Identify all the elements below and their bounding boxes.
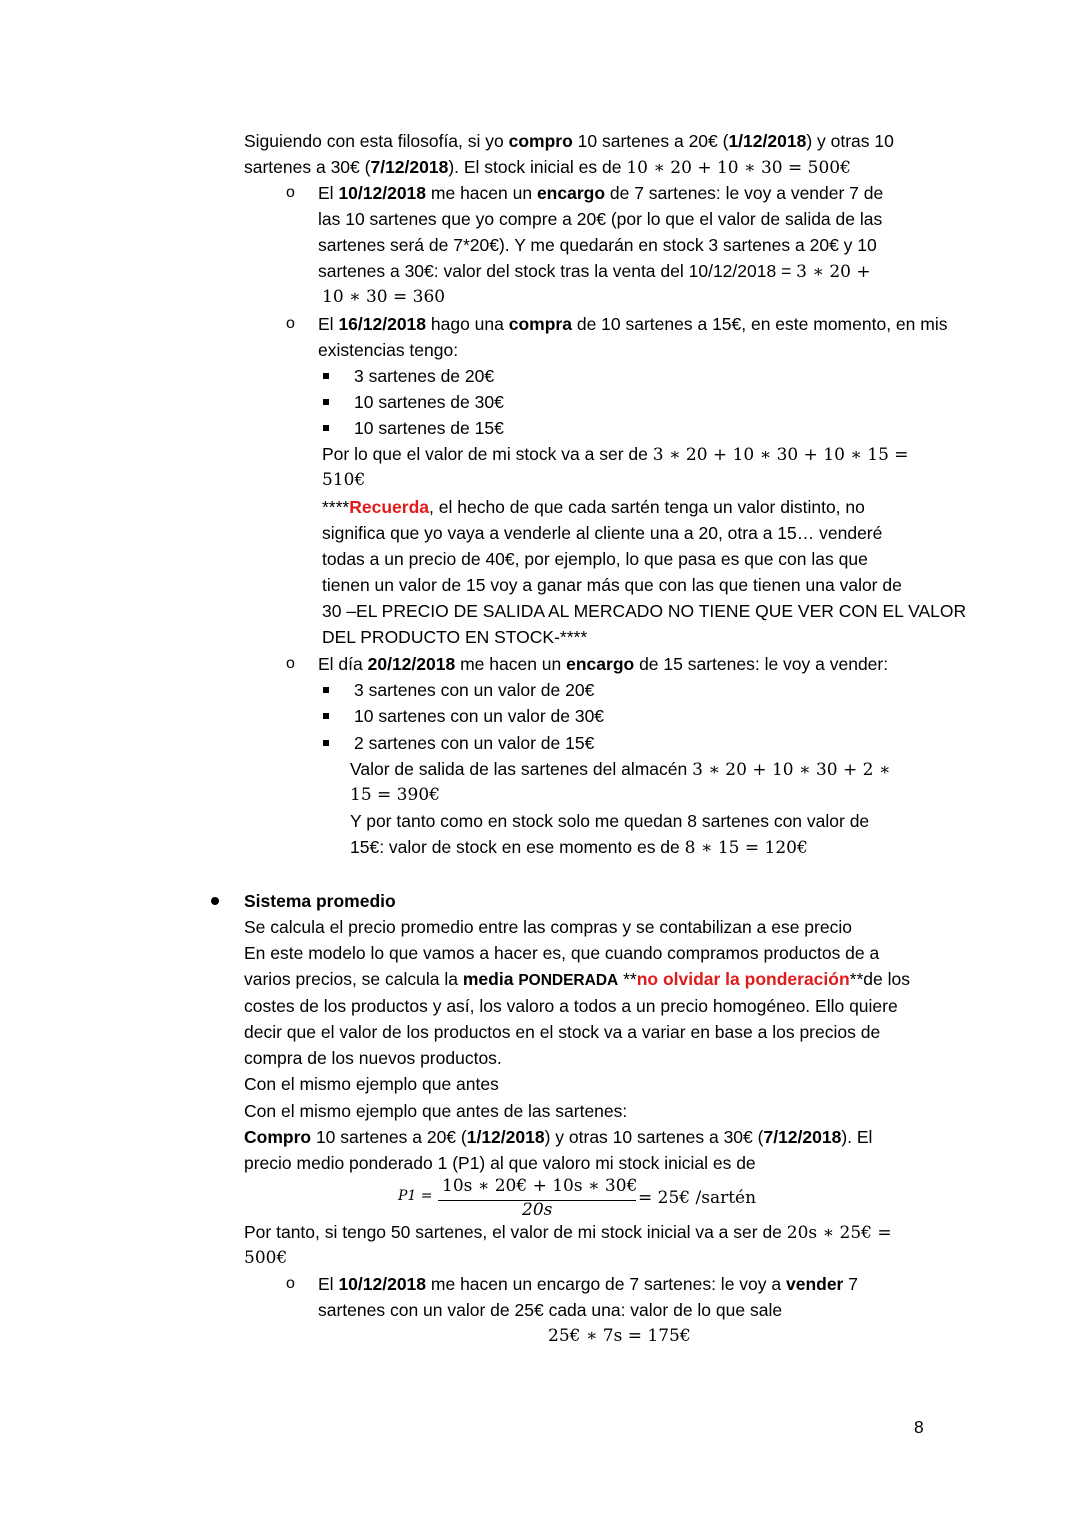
formula-lhs: P1 =: [398, 1188, 433, 1204]
p2-line-5: ****Recuerda, el hecho de que cada sartén tenga un valor distinto, no: [322, 497, 865, 517]
p3-line-4: Y por tanto como en stock solo me quedan 8 sartenes con valor de: [350, 811, 870, 831]
circle-bullet-icon: o: [286, 655, 295, 672]
square-bullet-icon: [323, 687, 329, 693]
p2-line-9: 30 –EL PRECIO DE SALIDA AL MERCADO NO TIENE QUE VER CON EL VALOR: [322, 601, 967, 621]
p1-line-5: 10 ∗ 30 = 360: [322, 287, 446, 307]
square-bullet-icon: [323, 713, 329, 719]
promedio-sub-line-1: El 10/12/2018 me hacen un encargo de 7 sartenes: le voy a vender 7: [318, 1274, 858, 1294]
p2-item: 3 sartenes de 20€: [354, 366, 495, 386]
promedio-line-9: Compro 10 sartenes a 20€ (1/12/2018) y otras 10 sartenes a 30€ (7/12/2018). El: [244, 1127, 873, 1147]
promedio-line-5: decir que el valor de los productos en el stock va a variar en base a los precios de: [244, 1022, 881, 1042]
square-bullet-icon: [323, 399, 329, 405]
promedio-line-10: precio medio ponderado 1 (P1) al que valoro mi stock inicial es de: [244, 1153, 756, 1173]
square-bullet-icon: [323, 425, 329, 431]
p3-line-2: Valor de salida de las sartenes del almacén 3 ∗ 20 + 10 ∗ 30 + 2 ∗: [350, 759, 891, 780]
p2-line-10: DEL PRODUCTO EN STOCK-****: [322, 627, 588, 647]
promedio-line-3: varios precios, se calcula la media PONDERADA **no olvidar la ponderación**de los: [244, 969, 910, 989]
promedio-line-7: Con el mismo ejemplo que antes: [244, 1074, 499, 1094]
circle-bullet-icon: o: [286, 1275, 295, 1292]
p2-line-6: significa que yo vaya a venderle al cliente una a 20, otra a 15… venderé: [322, 523, 883, 543]
p2-item: 10 sartenes de 30€: [354, 392, 504, 412]
intro-line-2: sartenes a 30€ (7/12/2018). El stock inicial es de 10 ∗ 20 + 10 ∗ 30 = 500€: [244, 157, 851, 178]
p2-line-2: existencias tengo:: [318, 340, 459, 360]
square-bullet-icon: [323, 373, 329, 379]
formula-numerator: 10s ∗ 20€ + 10s ∗ 30€: [442, 1176, 638, 1196]
p2-item: 10 sartenes de 15€: [354, 418, 504, 438]
promedio-sub-formula: 25€ ∗ 7s = 175€: [548, 1326, 691, 1346]
promedio-sub-line-2: sartenes con un valor de 25€ cada una: valor de lo que sale: [318, 1300, 783, 1320]
circle-bullet-icon: o: [286, 184, 295, 201]
p2-line-3: Por lo que el valor de mi stock va a ser de 3 ∗ 20 + 10 ∗ 30 + 10 ∗ 15 =: [322, 444, 909, 465]
promedio-line-11: Por tanto, si tengo 50 sartenes, el valor de mi stock inicial va a ser de 20s ∗ 25€ =: [244, 1222, 892, 1243]
p2-line-1: El 16/12/2018 hago una compra de 10 sartenes a 15€, en este momento, en mis: [318, 314, 948, 334]
math-initial-stock: 10 ∗ 20 + 10 ∗ 30 = 500€: [626, 158, 851, 178]
p3-item: 3 sartenes con un valor de 20€: [354, 680, 595, 700]
circle-bullet-icon: o: [286, 315, 295, 332]
weighted-average-formula: [398, 1176, 798, 1224]
p3-item: 10 sartenes con un valor de 30€: [354, 706, 605, 726]
p1-line-1: El 10/12/2018 me hacen un encargo de 7 sartenes: le voy a vender 7 de: [318, 183, 884, 203]
p3-item: 2 sartenes con un valor de 15€: [354, 733, 595, 753]
p2-line-8: tienen un valor de 15 voy a ganar más que con las que tienen una valor de: [322, 575, 902, 595]
p3-line-1: El día 20/12/2018 me hacen un encargo de 15 sartenes: le voy a vender:: [318, 654, 889, 674]
p2-line-4: 510€: [322, 470, 366, 490]
square-bullet-icon: [323, 740, 329, 746]
p2-line-7: todas a un precio de 40€, por ejemplo, lo que pasa es que con las que: [322, 549, 868, 569]
promedio-line-1: Se calcula el precio promedio entre las compras y se contabilizan a ese precio: [244, 917, 852, 937]
disc-bullet-icon: [211, 897, 219, 905]
promedio-line-8: Con el mismo ejemplo que antes de las sartenes:: [244, 1101, 628, 1121]
promedio-line-2: En este modelo lo que vamos a hacer es, que cuando compramos productos de a: [244, 943, 880, 963]
p1-line-2: las 10 sartenes que yo compre a 20€ (por lo que el valor de salida de las: [318, 209, 883, 229]
p1-line-3: sartenes será de 7*20€). Y me quedarán en stock 3 sartenes a 20€ y 10: [318, 235, 877, 255]
section-title-promedio: Sistema promedio: [244, 891, 396, 911]
p1-line-4: sartenes a 30€: valor del stock tras la venta del 10/12/2018 = 3 ∗ 20 +: [318, 261, 871, 282]
formula-denominator: 20s: [522, 1200, 553, 1220]
formula-rhs: = 25€ /sartén: [638, 1188, 757, 1208]
p3-line-5: 15€: valor de stock en ese momento es de 8 ∗ 15 = 120€: [350, 837, 808, 858]
p3-line-3: 15 = 390€: [350, 785, 440, 805]
intro-line-1: Siguiendo con esta filosofía, si yo compro 10 sartenes a 20€ (1/12/2018) y otras 10: [244, 131, 894, 151]
promedio-line-4: costes de los productos y así, los valoro a todos a un precio homogéneo. Ello quiere: [244, 996, 898, 1016]
promedio-line-12: 500€: [244, 1248, 288, 1268]
promedio-line-6: compra de los nuevos productos.: [244, 1048, 502, 1068]
page-number: 8: [914, 1417, 924, 1437]
